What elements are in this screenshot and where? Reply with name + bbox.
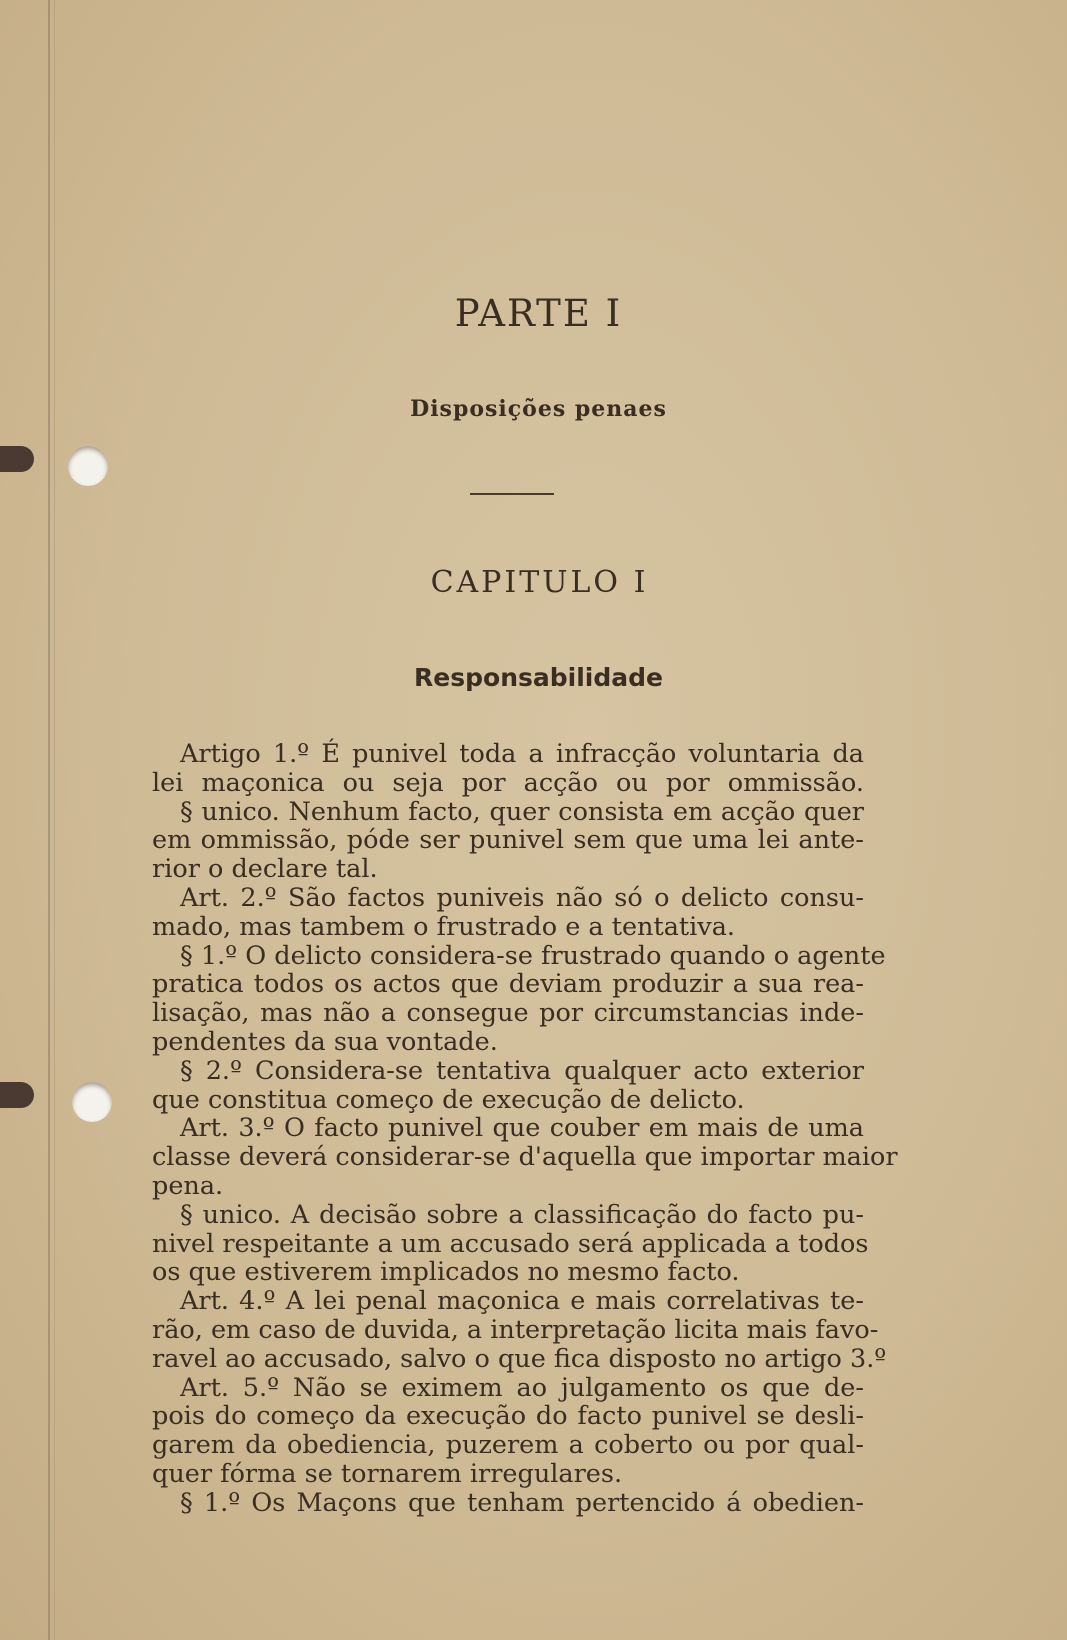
binding-edge-inner — [54, 0, 55, 1640]
text-line: rior o declare tal. — [152, 854, 378, 885]
text-line: que constitua começo de execução de delicto. — [152, 1084, 745, 1115]
punch-hole-bottom — [72, 1082, 112, 1122]
divider-rule — [470, 493, 554, 495]
text-line: § 2.º Considera-se tentativa qualquer acto exterior — [180, 1055, 864, 1086]
punch-hole-top — [68, 446, 108, 486]
text-line: Art. 2.º São factos puniveis não só o delicto consu- — [180, 882, 864, 913]
text-line: § 1.º O delicto considera-se frustrado quando o agente — [180, 940, 886, 971]
text-line: ravel ao accusado, salvo o que fica disposto no artigo 3.º — [152, 1343, 887, 1374]
text-line: garem da obediencia, puzerem a coberto ou por qual- — [152, 1430, 864, 1461]
text-line: mado, mas tambem o frustrado e a tentativa. — [152, 911, 736, 942]
chapter-title: CAPITULO I — [430, 565, 649, 600]
part-title: PARTE I — [454, 292, 623, 335]
text-line: os que estiverem implicados no mesmo facto. — [152, 1257, 740, 1288]
binder-tab-bottom — [0, 1082, 34, 1108]
text-line: lei maçonica ou seja por acção ou por ommissão. — [152, 767, 864, 798]
text-line: pena. — [152, 1170, 224, 1201]
part-subtitle: Disposições penaes — [410, 396, 667, 422]
text-line: Art. 5.º Não se eximem ao julgamento os que de- — [180, 1372, 864, 1403]
text-line: rão, em caso de duvida, a interpretação licita mais favo- — [152, 1314, 879, 1345]
binding-edge — [48, 0, 50, 1640]
text-line: Art. 4.º A lei penal maçonica e mais correlativas te- — [180, 1286, 864, 1317]
body-text — [152, 739, 898, 1518]
text-line: classe deverá considerar-se d'aquella que importar maior — [152, 1142, 898, 1173]
text-line: pois do começo da execução do facto punivel se desli- — [152, 1401, 864, 1432]
text-line: em ommissão, póde ser punivel sem que uma lei ante- — [152, 825, 864, 856]
binder-tab-top — [0, 446, 34, 472]
text-line: § 1.º Os Maçons que tenham pertencido á obedien- — [180, 1487, 864, 1518]
text-line: quer fórma se tornarem irregulares. — [152, 1458, 623, 1489]
text-line: Artigo 1.º É punivel toda a infracção voluntaria da — [180, 739, 864, 769]
text-line: nivel respeitante a um accusado será applicada a todos — [152, 1228, 869, 1259]
text-line: Art. 3.º O facto punivel que couber em mais de uma — [180, 1113, 864, 1144]
text-line: pratica todos os actos que deviam produzir a sua rea- — [152, 969, 864, 1000]
text-line: pendentes da sua vontade. — [152, 1026, 498, 1057]
section-heading: Responsabilidade — [414, 663, 663, 692]
text-line: lisação, mas não a consegue por circumstancias inde- — [152, 998, 864, 1029]
text-line: § unico. A decisão sobre a classificação do facto pu- — [180, 1199, 864, 1230]
text-line: § unico. Nenhum facto, quer consista em acção quer — [180, 796, 864, 827]
